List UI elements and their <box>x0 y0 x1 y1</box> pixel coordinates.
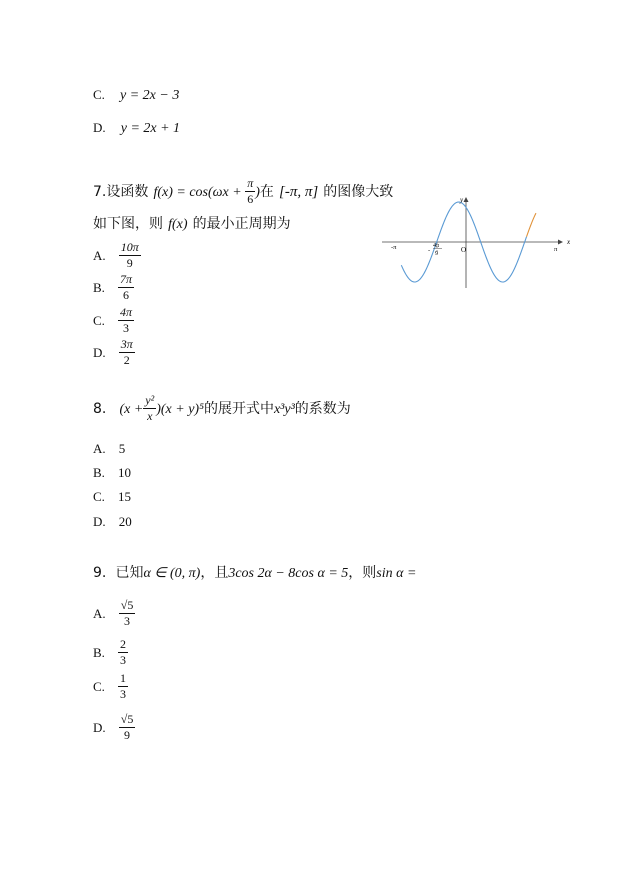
option-letter: A. <box>93 248 106 263</box>
fraction-numerator: √5 <box>120 712 134 726</box>
neg-pi-label: -π <box>391 244 397 251</box>
q7-stem-line2 <box>93 213 291 233</box>
tick-numerator: 4π <box>433 243 440 249</box>
stem-text: 如下图，则 <box>93 216 163 232</box>
option-fraction <box>119 712 136 743</box>
option-value: 15 <box>118 489 132 504</box>
option-fraction <box>118 671 128 702</box>
option-fraction <box>118 305 134 336</box>
stem-text: ，且 <box>200 565 229 581</box>
fraction-numerator: √5 <box>120 598 134 612</box>
fraction-denominator: 6 <box>123 288 130 302</box>
fraction-y2-over-x <box>143 393 156 424</box>
q6-option-c <box>93 84 179 104</box>
fraction-denominator: 3 <box>120 653 127 667</box>
stem-text: 在 <box>259 184 274 200</box>
fraction-denominator: 6 <box>247 192 254 206</box>
option-letter: D. <box>93 120 106 135</box>
y-axis-arrow <box>464 197 469 202</box>
fraction-numerator: 1 <box>120 671 127 685</box>
q7-option-a <box>93 240 141 271</box>
option-value: 10 <box>118 465 132 480</box>
y-axis-label: y <box>460 196 464 204</box>
option-fraction <box>119 240 141 271</box>
option-value: 20 <box>118 514 132 529</box>
x-axis-label: x <box>567 238 571 246</box>
equation: 3cos 2α − 8cos α = 5 <box>228 566 349 581</box>
q9-stem <box>93 562 416 582</box>
expression-prefix: (x + <box>119 402 144 417</box>
fraction-numerator: 3π <box>120 337 133 351</box>
fraction-numerator: π <box>247 176 254 190</box>
option-letter: D. <box>93 720 106 735</box>
question-number: 9. <box>93 565 107 581</box>
q8-option-b <box>93 462 131 481</box>
fraction-denominator: 9 <box>126 256 133 270</box>
fraction-numerator: 2 <box>120 637 127 651</box>
function-close: ) <box>255 185 260 200</box>
option-letter: D. <box>93 514 106 529</box>
tick-sign: - <box>428 247 431 254</box>
expression-suffix: )(x + y)⁵ <box>156 402 204 417</box>
fraction-denominator: 3 <box>124 614 131 628</box>
question-number: 7. <box>93 184 107 200</box>
stem-text: 的系数为 <box>294 401 351 417</box>
q8-stem <box>93 393 351 424</box>
option-letter: C. <box>93 313 105 328</box>
fraction-denominator: x <box>147 409 153 423</box>
q6-option-d <box>93 117 180 137</box>
option-letter: D. <box>93 345 106 360</box>
stem-text: 设函数 <box>106 184 149 200</box>
q8-option-d <box>93 511 132 530</box>
option-letter: C. <box>93 679 105 694</box>
interval: [-π, π] <box>278 184 319 200</box>
pos-pi-label: π <box>554 246 558 253</box>
x-axis-arrow <box>558 240 563 245</box>
option-expression: y = 2x + 1 <box>120 121 181 136</box>
option-fraction <box>118 637 128 668</box>
fraction-pi-over-6 <box>245 176 255 207</box>
option-letter: C. <box>93 87 105 102</box>
q7-option-b <box>93 272 134 303</box>
q7-option-c <box>93 305 134 336</box>
fraction-numerator: 7π <box>120 272 133 286</box>
condition: α ∈ (0, π) <box>143 566 201 581</box>
function-name: f(x) <box>168 217 188 232</box>
option-fraction <box>118 272 134 303</box>
option-letter: B. <box>93 465 105 480</box>
stem-text: 的图像大致 <box>323 184 394 200</box>
cosine-graph <box>378 188 574 290</box>
fraction-denominator: 2 <box>123 353 130 367</box>
stem-text: 的最小正周期为 <box>192 216 291 232</box>
option-letter: C. <box>93 489 105 504</box>
fraction-numerator: 10π <box>120 240 139 254</box>
stem-text: ，则 <box>348 565 377 581</box>
q8-option-a <box>93 438 125 457</box>
q7-option-d <box>93 337 135 368</box>
origin-label: O <box>461 246 467 254</box>
fraction-numerator: y² <box>145 393 155 407</box>
q9-option-b <box>93 637 128 668</box>
q9-option-c <box>93 671 128 702</box>
asked-expression: sin α = <box>376 566 417 581</box>
fraction-denominator: 9 <box>124 728 131 742</box>
term: x³y³ <box>273 402 295 417</box>
function-expression: f(x) = cos(ωx + <box>153 185 246 200</box>
fraction-numerator: 4π <box>120 305 133 319</box>
option-letter: B. <box>93 280 105 295</box>
option-letter: A. <box>93 441 106 456</box>
tick-denominator: 9 <box>435 251 438 257</box>
option-expression: y = 2x − 3 <box>120 88 180 103</box>
option-value: 5 <box>118 441 126 456</box>
q8-option-c <box>93 486 131 505</box>
q9-option-d <box>93 712 135 743</box>
q9-option-a <box>93 598 135 629</box>
fraction-denominator: 3 <box>123 321 130 335</box>
stem-text: 已知 <box>115 565 144 581</box>
fraction-denominator: 3 <box>120 687 127 701</box>
option-letter: B. <box>93 645 105 660</box>
option-fraction <box>119 337 135 368</box>
question-number: 8. <box>93 401 107 417</box>
option-fraction <box>119 598 136 629</box>
q7-stem-line1 <box>93 176 393 207</box>
stem-text: 的展开式中 <box>203 401 274 417</box>
function-curve-tail <box>527 213 536 237</box>
option-letter: A. <box>93 606 106 621</box>
